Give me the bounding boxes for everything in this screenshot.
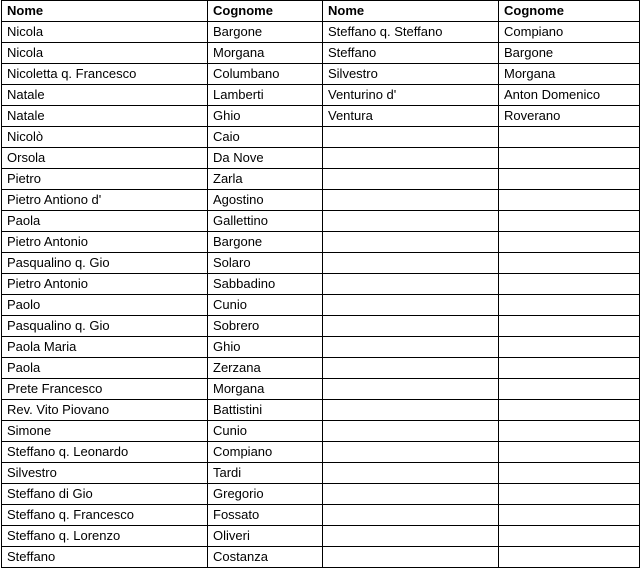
table-row <box>2 400 640 421</box>
table-row <box>2 211 640 232</box>
nome-cell <box>323 316 499 337</box>
nome-cell: Nicola <box>2 22 208 43</box>
table-row <box>2 484 640 505</box>
cognome-cell: Gregorio <box>208 484 323 505</box>
nome-cell <box>323 526 499 547</box>
cognome-cell: Morgana <box>499 64 640 85</box>
cognome-cell: Morgana <box>208 379 323 400</box>
header-cognome-1: Cognome <box>208 1 323 22</box>
cognome-cell: Cunio <box>208 421 323 442</box>
table-row <box>2 274 640 295</box>
nome-cell: Pietro Antonio <box>2 274 208 295</box>
nome-cell: Orsola <box>2 148 208 169</box>
header-row <box>2 1 640 22</box>
table-row <box>2 379 640 400</box>
table-row <box>2 106 640 127</box>
cognome-cell <box>499 295 640 316</box>
table-row <box>2 295 640 316</box>
nome-cell: Silvestro <box>323 64 499 85</box>
table-row <box>2 526 640 547</box>
nome-cell: Steffano di Gio <box>2 484 208 505</box>
table-row <box>2 337 640 358</box>
cognome-cell: Caio <box>208 127 323 148</box>
table-row <box>2 22 640 43</box>
nome-cell: Silvestro <box>2 463 208 484</box>
nome-cell: Pasqualino q. Gio <box>2 316 208 337</box>
nome-cell <box>323 148 499 169</box>
cognome-cell <box>499 421 640 442</box>
cognome-cell <box>499 211 640 232</box>
table-row <box>2 358 640 379</box>
nome-cell: Natale <box>2 85 208 106</box>
cognome-cell: Anton Domenico <box>499 85 640 106</box>
nome-cell <box>323 379 499 400</box>
nome-cell: Nicolò <box>2 127 208 148</box>
header-nome-1: Nome <box>2 1 208 22</box>
nome-cell <box>323 190 499 211</box>
cognome-cell <box>499 547 640 568</box>
table-row <box>2 127 640 148</box>
cognome-cell <box>499 127 640 148</box>
cognome-cell <box>499 358 640 379</box>
cognome-cell <box>499 505 640 526</box>
nome-cell: Paola Maria <box>2 337 208 358</box>
cognome-cell <box>499 463 640 484</box>
table-row <box>2 547 640 568</box>
cognome-cell: Fossato <box>208 505 323 526</box>
table-row <box>2 190 640 211</box>
nome-cell: Steffano q. Francesco <box>2 505 208 526</box>
table-row <box>2 442 640 463</box>
table-row <box>2 232 640 253</box>
nome-cell <box>323 547 499 568</box>
table-row <box>2 505 640 526</box>
cognome-cell: Lamberti <box>208 85 323 106</box>
table-row <box>2 463 640 484</box>
nome-cell: Steffano q. Lorenzo <box>2 526 208 547</box>
nome-cell: Nicola <box>2 43 208 64</box>
cognome-cell: Cunio <box>208 295 323 316</box>
nome-cell <box>323 337 499 358</box>
nome-cell: Paolo <box>2 295 208 316</box>
cognome-cell: Zerzana <box>208 358 323 379</box>
nome-cell: Natale <box>2 106 208 127</box>
table-row <box>2 169 640 190</box>
nome-cell: Pietro <box>2 169 208 190</box>
nome-cell: Paola <box>2 358 208 379</box>
nome-cell: Nicoletta q. Francesco <box>2 64 208 85</box>
nome-cell: Steffano q. Leonardo <box>2 442 208 463</box>
nome-cell <box>323 442 499 463</box>
cognome-cell: Columbano <box>208 64 323 85</box>
names-table <box>1 0 640 568</box>
cognome-cell: Compiano <box>499 22 640 43</box>
cognome-cell: Battistini <box>208 400 323 421</box>
nome-cell: Pietro Antiono d' <box>2 190 208 211</box>
cognome-cell: Ghio <box>208 106 323 127</box>
nome-cell: Rev. Vito Piovano <box>2 400 208 421</box>
nome-cell <box>323 400 499 421</box>
nome-cell <box>323 463 499 484</box>
cognome-cell <box>499 400 640 421</box>
table-row <box>2 316 640 337</box>
cognome-cell: Compiano <box>208 442 323 463</box>
nome-cell <box>323 232 499 253</box>
cognome-cell: Oliveri <box>208 526 323 547</box>
cognome-cell <box>499 232 640 253</box>
nome-cell: Pietro Antonio <box>2 232 208 253</box>
nome-cell: Simone <box>2 421 208 442</box>
table-row <box>2 421 640 442</box>
cognome-cell <box>499 379 640 400</box>
nome-cell: Venturino d' <box>323 85 499 106</box>
cognome-cell: Bargone <box>208 232 323 253</box>
nome-cell: Prete Francesco <box>2 379 208 400</box>
nome-cell <box>323 169 499 190</box>
nome-cell <box>323 421 499 442</box>
header-cognome-2: Cognome <box>499 1 640 22</box>
nome-cell <box>323 253 499 274</box>
cognome-cell: Zarla <box>208 169 323 190</box>
table-row <box>2 253 640 274</box>
nome-cell: Steffano q. Steffano <box>323 22 499 43</box>
cognome-cell <box>499 190 640 211</box>
cognome-cell: Tardi <box>208 463 323 484</box>
nome-cell <box>323 358 499 379</box>
nome-cell: Steffano <box>2 547 208 568</box>
cognome-cell: Sobrero <box>208 316 323 337</box>
cognome-cell <box>499 169 640 190</box>
cognome-cell: Morgana <box>208 43 323 64</box>
cognome-cell: Costanza <box>208 547 323 568</box>
cognome-cell: Bargone <box>208 22 323 43</box>
table-row <box>2 85 640 106</box>
cognome-cell: Agostino <box>208 190 323 211</box>
cognome-cell <box>499 526 640 547</box>
nome-cell <box>323 127 499 148</box>
table-row <box>2 148 640 169</box>
nome-cell: Paola <box>2 211 208 232</box>
nome-cell <box>323 505 499 526</box>
cognome-cell: Gallettino <box>208 211 323 232</box>
nome-cell: Ventura <box>323 106 499 127</box>
nome-cell <box>323 274 499 295</box>
cognome-cell <box>499 337 640 358</box>
table-row <box>2 43 640 64</box>
header-nome-2: Nome <box>323 1 499 22</box>
nome-cell <box>323 295 499 316</box>
cognome-cell: Bargone <box>499 43 640 64</box>
cognome-cell <box>499 484 640 505</box>
nome-cell: Steffano <box>323 43 499 64</box>
table-body <box>2 22 640 568</box>
cognome-cell: Sabbadino <box>208 274 323 295</box>
cognome-cell <box>499 253 640 274</box>
cognome-cell: Roverano <box>499 106 640 127</box>
table-row <box>2 64 640 85</box>
cognome-cell <box>499 442 640 463</box>
nome-cell <box>323 484 499 505</box>
cognome-cell: Da Nove <box>208 148 323 169</box>
cognome-cell <box>499 148 640 169</box>
cognome-cell <box>499 274 640 295</box>
cognome-cell <box>499 316 640 337</box>
nome-cell: Pasqualino q. Gio <box>2 253 208 274</box>
cognome-cell: Solaro <box>208 253 323 274</box>
cognome-cell: Ghio <box>208 337 323 358</box>
nome-cell <box>323 211 499 232</box>
